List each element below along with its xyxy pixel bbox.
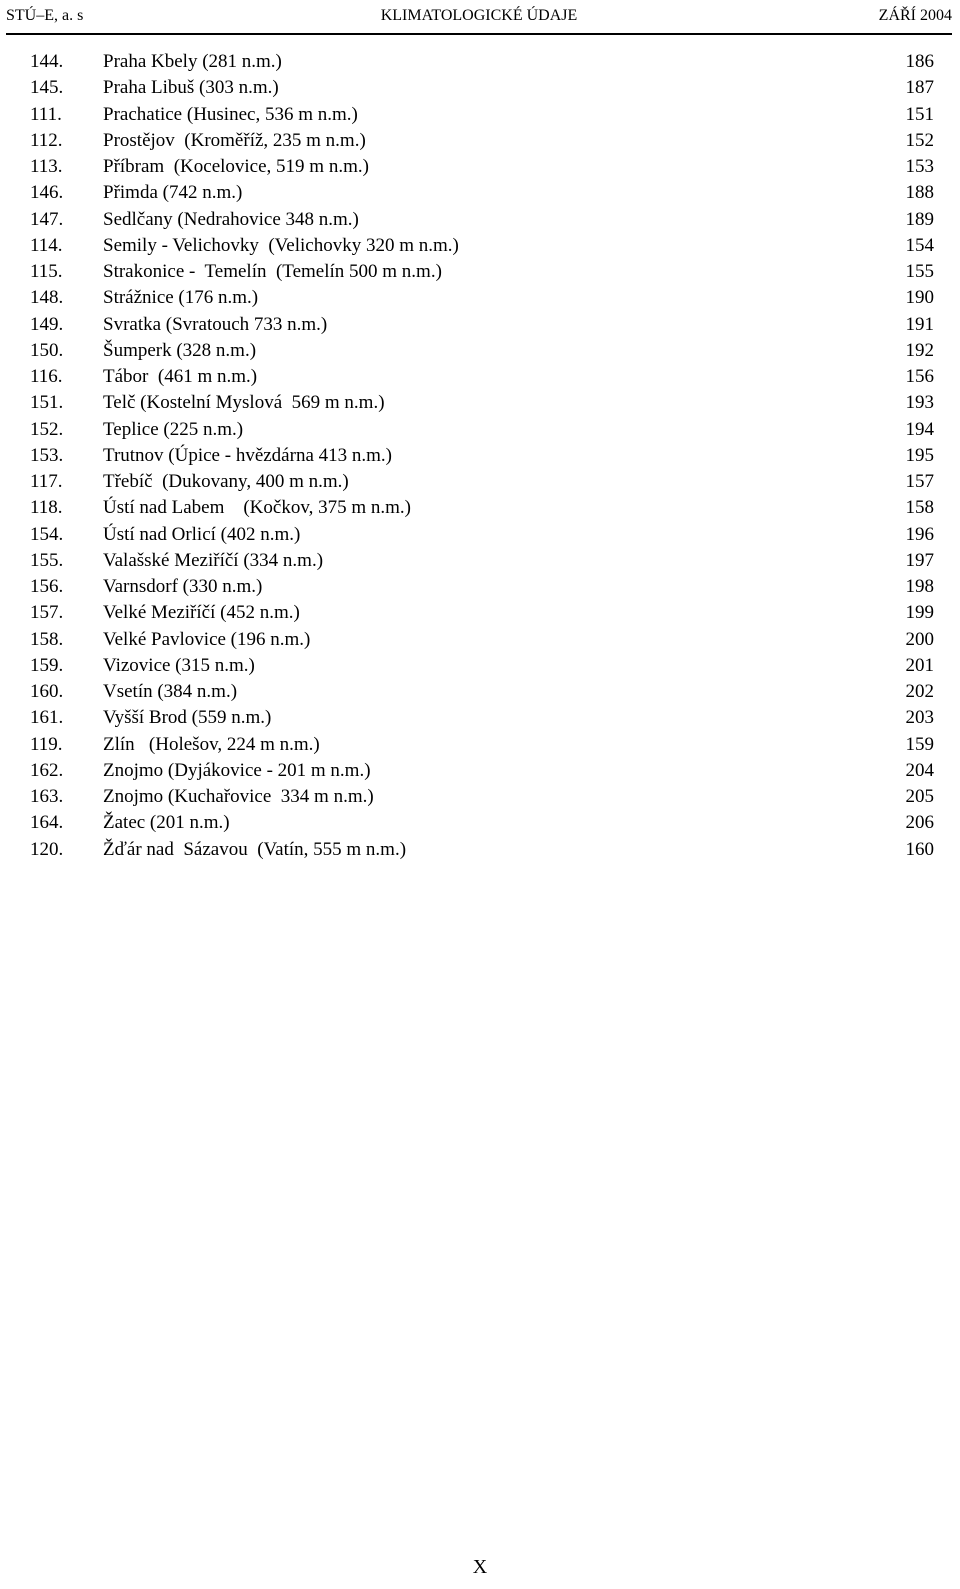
station-name: Znojmo (Kuchařovice 334 m n.m.) [103,786,374,807]
station-number: 114. [30,234,63,256]
station-number: 148. [30,287,64,309]
station-row [0,469,960,495]
station-page-number: 200 [905,628,934,650]
station-page-number: 157 [905,471,934,492]
station-row [0,495,960,521]
station-name: Zlín (Holešov, 224 m n.m.) [103,733,320,755]
station-name: Teplice (225 n.m.) [103,418,244,440]
station-row [0,837,960,863]
station-name: Sedlčany (Nedrahovice 348 n.m.) [103,208,359,230]
station-number: 146. [30,182,64,204]
station-number: 161. [30,707,64,729]
station-page-number: 194 [905,418,934,440]
station-name: Velké Meziříčí (452 n.m.) [103,602,300,624]
page-header [6,4,952,28]
station-number: 155. [30,549,64,571]
station-page-number: 203 [905,707,934,729]
station-page-number: 189 [905,208,934,230]
station-page-number: 186 [905,51,934,72]
station-row [0,49,960,75]
station-row [0,312,960,338]
station-number: 150. [30,339,64,361]
station-name: Prachatice (Husinec, 536 m n.m.) [103,103,358,125]
station-page-number: 190 [905,287,934,309]
station-row [0,102,960,128]
station-name: Šumperk (328 n.m.) [103,339,257,361]
station-number: 159. [30,654,64,676]
station-row [0,75,960,101]
station-row [0,338,960,364]
station-number: 153. [30,444,64,466]
station-row [0,548,960,574]
station-row [0,653,960,679]
station-name: Příbram (Kocelovice, 519 m n.m.) [103,156,369,177]
station-number: 113. [30,156,63,177]
station-row [0,443,960,469]
station-row [0,522,960,548]
station-row [0,417,960,443]
station-name: Žďár nad Sázavou (Vatín, 555 m n.m.) [103,838,407,860]
station-page-number: 193 [905,392,934,414]
station-number: 151. [30,392,64,414]
station-page-number: 198 [905,576,934,597]
station-row [0,784,960,810]
header-title: KLIMATOLOGICKÉ ÚDAJE [380,7,578,24]
station-page-number: 197 [905,549,934,571]
station-name: Valašské Meziříčí (334 n.m.) [103,549,324,571]
station-row [0,627,960,653]
station-page-number: 192 [905,339,934,361]
station-row [0,285,960,311]
station-page-number: 205 [905,786,934,807]
station-number: 119. [30,733,63,755]
station-name: Telč (Kostelní Myslová 569 m n.m.) [103,392,385,414]
station-page-number: 188 [905,182,934,204]
station-page-number: 158 [905,497,934,519]
station-number: 116. [30,366,63,387]
station-name: Svratka (Svratouch 733 n.m.) [103,313,328,335]
station-page-number: 191 [905,313,934,335]
station-row [0,810,960,836]
station-number: 163. [30,786,64,807]
station-number: 160. [30,681,64,702]
station-number: 144. [30,51,64,72]
station-number: 118. [30,497,63,519]
station-number: 149. [30,313,64,335]
station-number: 147. [30,208,64,230]
header-divider [6,33,952,35]
station-number: 112. [30,129,63,151]
station-row [0,705,960,731]
page-number-mark: X [472,1556,488,1578]
station-name: Praha Libuš (303 n.m.) [103,77,279,99]
station-number: 145. [30,77,64,99]
station-name: Ústí nad Labem (Kočkov, 375 m n.m.) [103,497,411,519]
station-page-number: 159 [905,733,934,755]
station-page-number: 155 [905,261,934,282]
station-page-number: 204 [905,759,934,781]
station-name: Trutnov (Úpice - hvězdárna 413 n.m.) [103,444,392,466]
station-page-number: 187 [905,77,934,99]
station-row [0,180,960,206]
station-row [0,207,960,233]
station-row [0,758,960,784]
station-row [0,259,960,285]
station-name: Ústí nad Orlicí (402 n.m.) [103,523,301,545]
station-row [0,679,960,705]
station-number: 158. [30,628,64,650]
station-number: 154. [30,523,64,545]
station-page-number: 195 [905,444,934,466]
station-number: 117. [30,471,63,492]
station-number: 162. [30,759,64,781]
station-name: Praha Kbely (281 n.m.) [103,51,282,72]
station-row [0,233,960,259]
station-name: Třebíč (Dukovany, 400 m n.m.) [103,471,349,492]
station-name: Prostějov (Kroměříž, 235 m n.m.) [103,129,366,151]
station-index-list [0,49,960,863]
station-row [0,732,960,758]
station-name: Vyšší Brod (559 n.m.) [103,707,272,729]
station-page-number: 201 [905,654,934,676]
station-row [0,154,960,180]
station-name: Varnsdorf (330 n.m.) [103,576,263,597]
station-name: Strakonice - Temelín (Temelín 500 m n.m.) [103,261,442,282]
station-name: Žatec (201 n.m.) [103,812,230,834]
station-name: Vizovice (315 n.m.) [103,654,255,676]
station-name: Znojmo (Dyjákovice - 201 m n.m.) [103,759,371,781]
station-number: 120. [30,838,64,860]
station-number: 115. [30,261,63,282]
station-number: 156. [30,576,64,597]
station-page-number: 206 [905,812,934,834]
station-number: 111. [30,103,62,125]
station-page-number: 202 [905,681,934,702]
station-row [0,390,960,416]
station-name: Přimda (742 n.m.) [103,182,243,204]
station-page-number: 156 [905,366,934,387]
station-row [0,364,960,390]
station-page-number: 153 [905,156,934,177]
station-number: 152. [30,418,64,440]
station-name: Strážnice (176 n.m.) [103,287,259,309]
station-name: Semily - Velichovky (Velichovky 320 m n.m.) [103,234,459,256]
station-name: Vsetín (384 n.m.) [103,681,238,702]
header-date: ZÁŘÍ 2004 [878,7,952,24]
station-number: 164. [30,812,64,834]
station-number: 157. [30,602,64,624]
station-page-number: 196 [905,523,934,545]
station-name: Velké Pavlovice (196 n.m.) [103,628,311,650]
station-name: Tábor (461 m n.m.) [103,366,258,387]
station-page-number: 160 [905,838,934,860]
header-organization: STÚ–E, a. s [6,7,84,24]
station-row [0,128,960,154]
station-page-number: 199 [905,602,934,624]
station-page-number: 151 [905,103,934,125]
station-page-number: 152 [905,129,934,151]
station-row [0,574,960,600]
station-page-number: 154 [905,234,934,256]
station-row [0,600,960,626]
